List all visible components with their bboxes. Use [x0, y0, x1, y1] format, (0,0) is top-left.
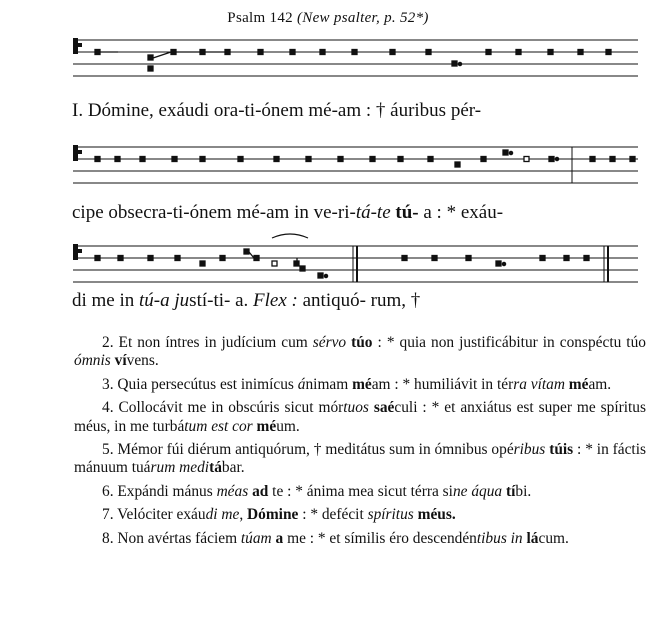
text-run: am : * humiliávit in tér [371, 375, 514, 393]
italic-text: tuos [343, 399, 369, 417]
text-run: : * quia non justificábitur in conspéctu túo [372, 334, 646, 351]
verse [74, 441, 646, 478]
neume [274, 157, 279, 162]
neume [171, 50, 176, 55]
neume [610, 157, 615, 162]
neume [503, 150, 508, 155]
neume [306, 157, 311, 162]
bold-text: túo [351, 334, 373, 351]
bold-text: a [275, 529, 284, 547]
verse [74, 530, 646, 548]
bold-text: mé [256, 417, 277, 435]
neume [318, 273, 323, 278]
neume [172, 157, 177, 162]
text-run: culi : * et anxiátus est super me spíritus méus, in me turbá [74, 399, 646, 435]
chant-staff-2 [0, 141, 656, 191]
chant-lyric-line-2 [72, 202, 503, 224]
text-run: antiquó- rum, † [297, 290, 421, 311]
neume [548, 50, 553, 55]
italic-text: spíritus [367, 506, 414, 524]
neume [258, 50, 263, 55]
bold-text: méus. [417, 506, 456, 524]
verse [74, 399, 646, 436]
bold-text: tú- [395, 202, 419, 223]
italic-text: túam [240, 529, 272, 547]
neume [300, 266, 305, 271]
text-run: a : * exáu- [418, 202, 504, 223]
neume [496, 261, 501, 266]
text-run: vens. [126, 352, 159, 370]
italic-text: méas [216, 482, 249, 500]
chant-staff-1 [0, 34, 656, 84]
text-run: 5. Mémor fúi diérum antiquórum, † meditátus sum in ómnibus opé [102, 441, 514, 459]
text-run: , [239, 506, 248, 524]
neume [220, 256, 225, 261]
text-run: 4. Collocávit me in obscúris sicut mór [102, 399, 344, 417]
neume [95, 50, 100, 55]
neume [584, 256, 589, 261]
psalm-title-reference: (New psalter, p. 52*) [296, 10, 429, 26]
verse [74, 483, 646, 501]
psalm-title-main: Psalm 142 [227, 10, 293, 26]
text-run: : * defécit [298, 506, 368, 524]
italic-text: ra vítam [513, 375, 565, 393]
italic-text: sérvo [312, 334, 347, 351]
psalm-title [0, 10, 656, 27]
text-run: 6. Expándi mánus [102, 482, 217, 500]
neume [95, 157, 100, 162]
text-run: cum. [538, 529, 569, 547]
neume [115, 157, 120, 162]
chant-staff-3 [0, 230, 656, 290]
neume [578, 50, 583, 55]
text-run: me : * et símilis éro descendén [283, 529, 477, 547]
neume [524, 157, 529, 162]
bold-text: ad [252, 482, 269, 500]
text-run: stí-ti- a. [189, 290, 254, 311]
neume [549, 157, 554, 162]
neume [630, 157, 635, 162]
neume [148, 256, 153, 261]
bold-text: saé [373, 399, 395, 417]
bold-text: tá [209, 459, 222, 477]
text-run: di me in [72, 290, 140, 311]
italic-text: Flex : [253, 290, 298, 311]
bold-text: Dómine [247, 506, 299, 524]
neume [426, 50, 431, 55]
text-run: 8. Non avértas fáciem [102, 529, 241, 547]
neume [564, 256, 569, 261]
italic-text: ómnis [74, 352, 111, 370]
neume [238, 157, 243, 162]
text-run: cipe obsecra-ti-ónem mé-am in ve-ri- [72, 202, 356, 223]
italic-text: tá-te [355, 202, 391, 223]
neume [200, 50, 205, 55]
neume [390, 50, 395, 55]
neume [225, 50, 230, 55]
italic-text: tú-a ju [139, 290, 190, 311]
text-run: 2. Et non íntres in judícium cum [102, 334, 313, 351]
neume [254, 256, 259, 261]
bold-text: ví [114, 352, 127, 370]
text-run: 3. Quia persecútus est inimícus [102, 375, 298, 393]
italic-text: ribus [513, 441, 546, 459]
text-run: um. [276, 417, 300, 435]
text-run: bi. [515, 482, 532, 500]
neume [466, 256, 471, 261]
verse [74, 506, 646, 524]
neume [148, 55, 153, 60]
text-run: nimam [305, 375, 353, 393]
neume [244, 249, 249, 254]
text-run: 7. Velóciter exáu [102, 506, 206, 524]
verse [74, 334, 646, 371]
italic-text: di me [205, 506, 240, 524]
italic-text: tibus in [476, 529, 523, 547]
neume [352, 50, 357, 55]
neume [140, 157, 145, 162]
neume [290, 50, 295, 55]
neume [272, 261, 277, 266]
italic-text: rum medi [150, 459, 210, 477]
text-run: I. Dómine, exáudi ora-ti-ónem mé-am : † áuribus pér- [72, 100, 482, 121]
verse [74, 376, 646, 394]
neume [398, 157, 403, 162]
neume [455, 162, 460, 167]
neume [175, 256, 180, 261]
text-run: bar. [221, 459, 245, 477]
bold-text: mé [568, 375, 589, 393]
italic-text: ne áqua [452, 482, 503, 500]
italic-text: á [297, 375, 306, 393]
neume [432, 256, 437, 261]
text-run: : * in fáctis mánuum tuá [74, 441, 646, 477]
neume [95, 256, 100, 261]
bold-text: lá [526, 529, 539, 547]
neume [200, 157, 205, 162]
neume [516, 50, 521, 55]
neume [148, 66, 153, 71]
text-run: te : * ánima mea sicut térra si [268, 482, 453, 500]
chant-lyric-line-3 [72, 290, 420, 312]
neume [118, 256, 123, 261]
neume [486, 50, 491, 55]
neume [540, 256, 545, 261]
psalm-verses [74, 334, 646, 553]
neume [402, 256, 407, 261]
chant-lyric-line-1 [72, 100, 481, 122]
bold-text: tí [505, 482, 516, 500]
neume [428, 157, 433, 162]
neume [370, 157, 375, 162]
neume [338, 157, 343, 162]
neume [200, 261, 205, 266]
neume [320, 50, 325, 55]
text-run: am. [588, 375, 612, 393]
neume [590, 157, 595, 162]
bold-text: túis [549, 441, 574, 459]
bold-text: mé [352, 375, 372, 393]
neume [481, 157, 486, 162]
italic-text: tum est cor [184, 417, 253, 435]
neume [606, 50, 611, 55]
neume [452, 61, 457, 66]
